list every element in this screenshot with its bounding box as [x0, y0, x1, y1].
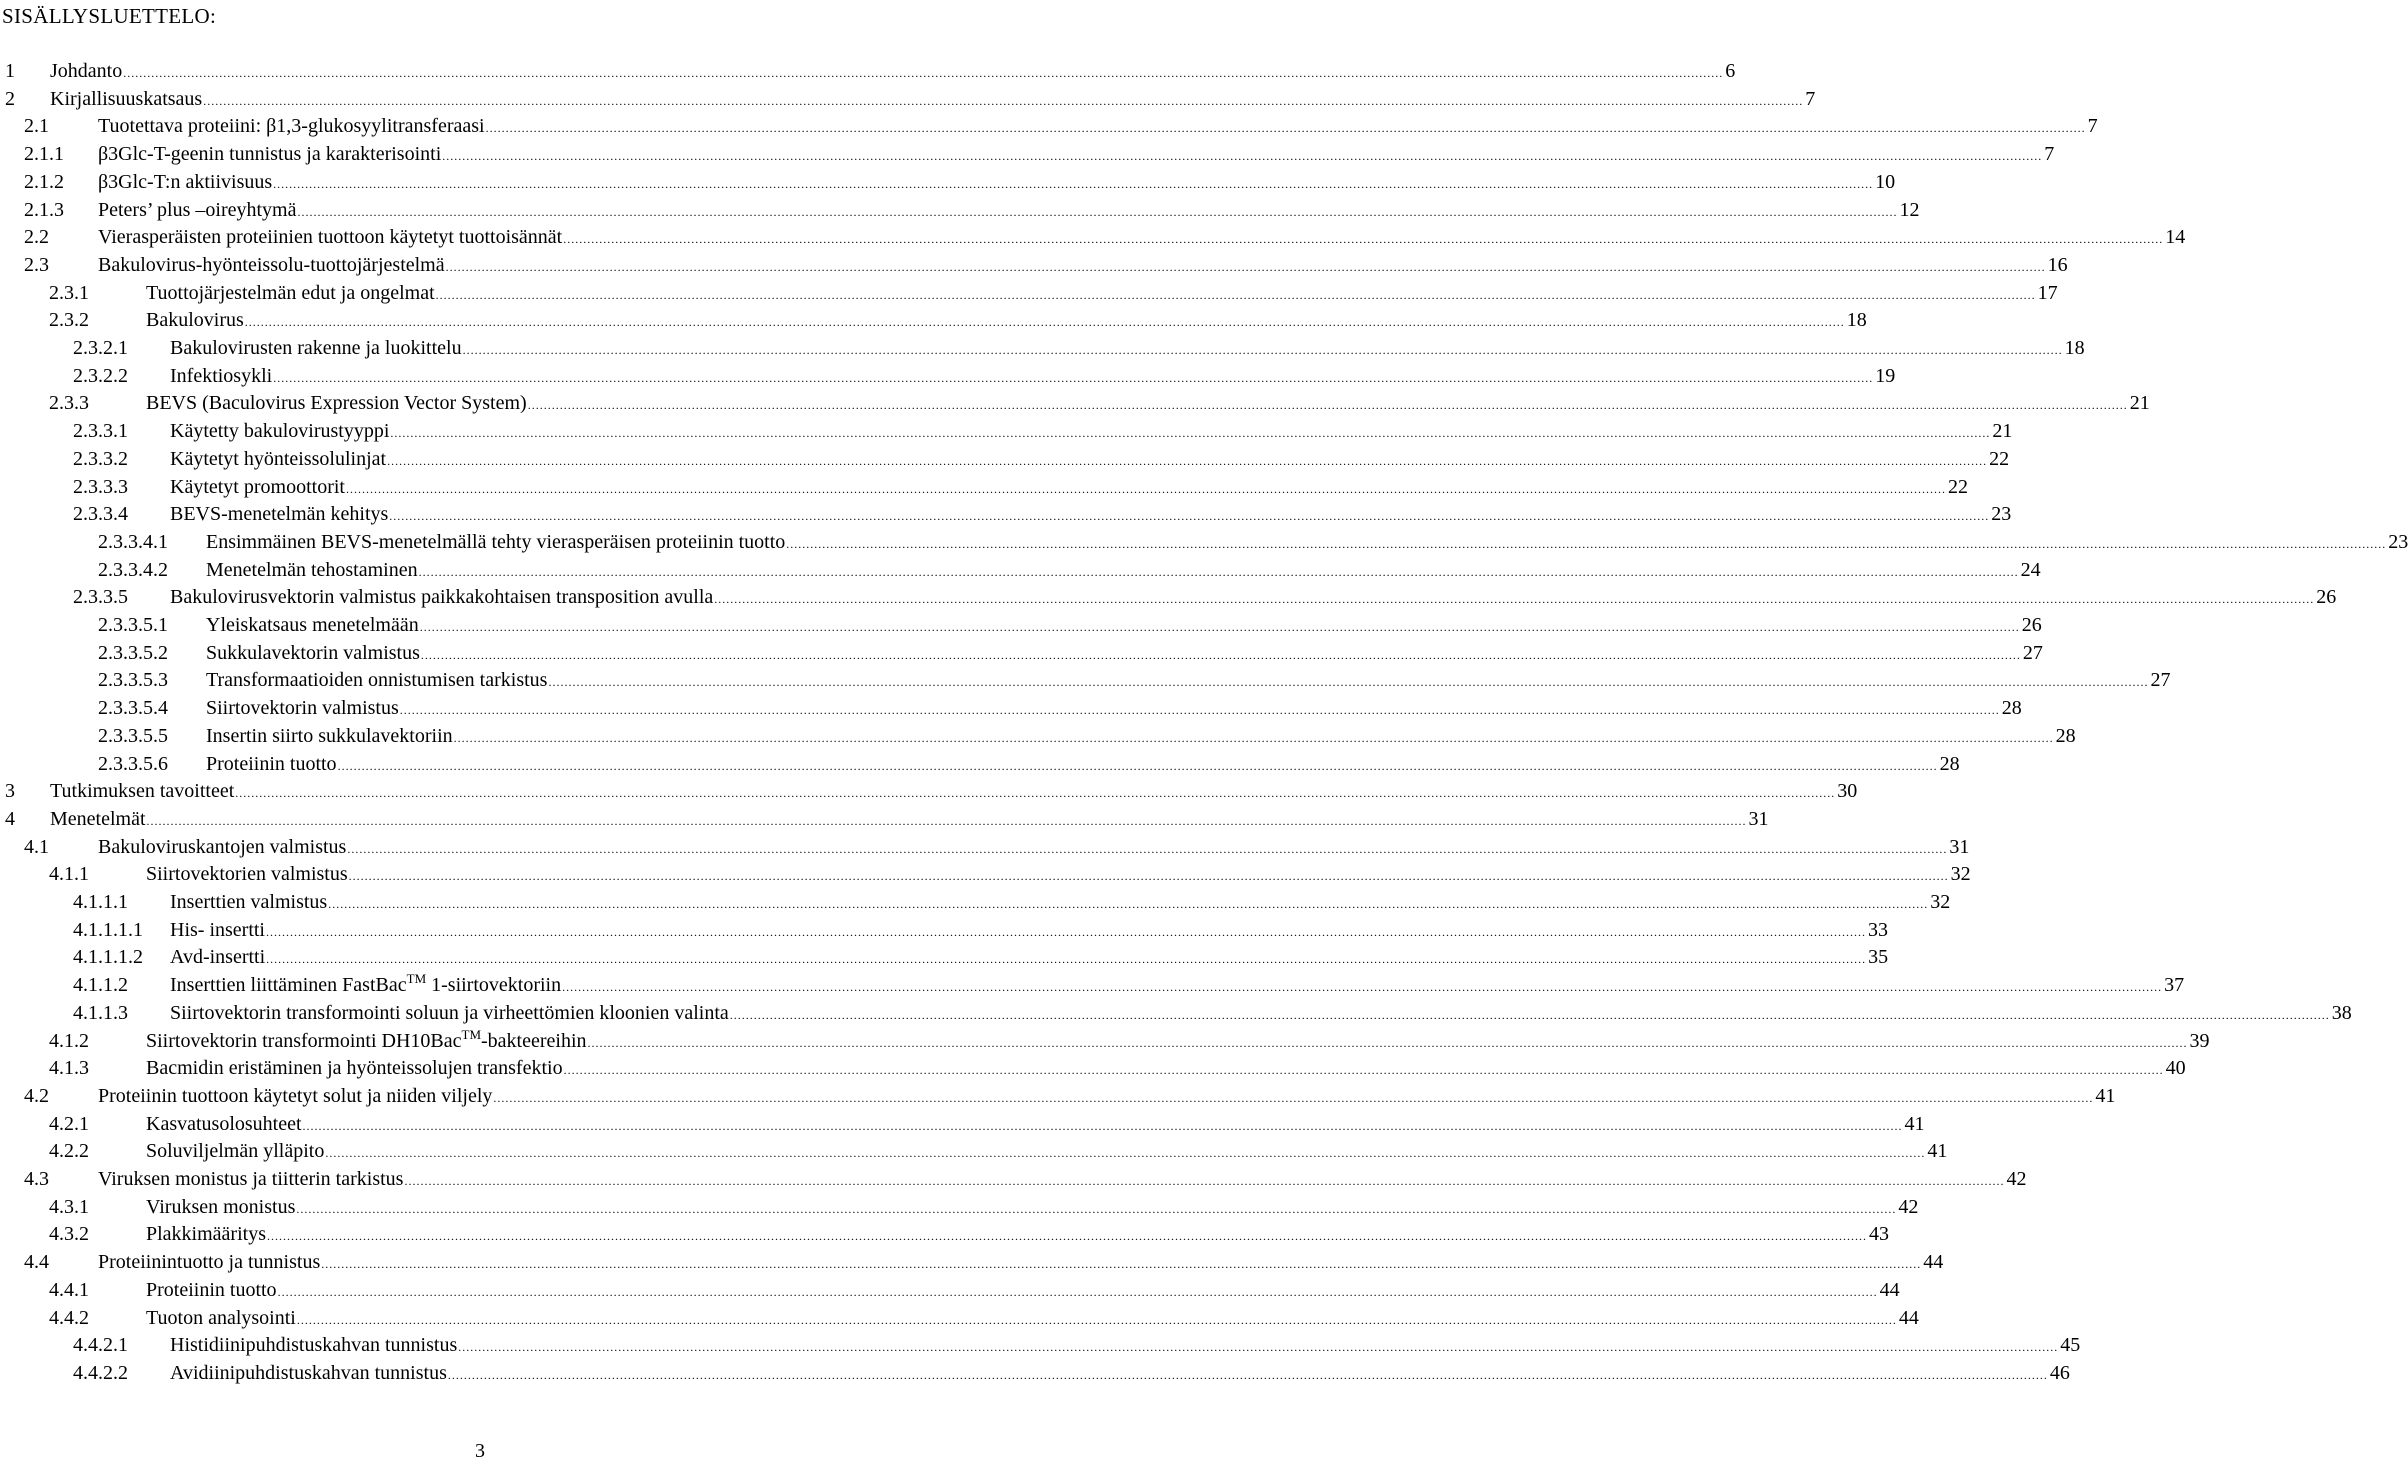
toc-entry-page: 35: [1868, 946, 1889, 969]
trademark-superscript: TM: [406, 971, 427, 987]
toc-entry-title: [170, 418, 389, 445]
toc-entry-number: 2.3.3.5: [73, 586, 128, 609]
toc-entry-title: [98, 169, 272, 196]
dot-leader: ................................................................................................................................................................................................................................................................................................................................................................................................................: [321, 1257, 1922, 1272]
toc-entry[interactable]: [0, 1305, 1919, 1332]
toc-entry[interactable]: [0, 307, 1867, 334]
toc-entry-title: [170, 363, 272, 390]
dot-leader: ................................................................................................................................................................................................................................................................................................................................................................................................................: [562, 980, 2163, 995]
toc-entry[interactable]: [0, 1055, 2186, 1082]
toc-entry-number: 2.3.2.1: [73, 337, 128, 359]
toc-entry[interactable]: [0, 557, 2041, 584]
dot-leader: ................................................................................................................................................................................................................................................................................................................................................................................................................: [447, 1367, 2048, 1382]
toc-entry[interactable]: [0, 224, 2186, 251]
toc-entry-title-text: Bacmidin eristäminen ja hyönteissolujen transfektio: [146, 1057, 563, 1080]
dot-leader: ................................................................................................................................................................................................................................................................................................................................................................................................................: [418, 564, 2019, 579]
toc-entry-number: 2.3.3.2: [73, 447, 128, 470]
toc-entry-page: 40: [2165, 1057, 2186, 1080]
toc-entry-title: [206, 557, 418, 584]
toc-entry[interactable]: [0, 1332, 2081, 1359]
toc-entry-page: 41: [1904, 1112, 1925, 1135]
toc-entry[interactable]: [0, 446, 2010, 473]
toc-entry-number: 2.3.3.5.6: [98, 752, 168, 775]
dot-leader: ................................................................................................................................................................................................................................................................................................................................................................................................................: [302, 1118, 1903, 1133]
toc-entry[interactable]: [0, 695, 2022, 722]
toc-entry-title: [50, 778, 234, 805]
toc-entry-title: [146, 1221, 266, 1248]
dot-leader: ................................................................................................................................................................................................................................................................................................................................................................................................................: [266, 952, 1867, 967]
toc-entry-page: 16: [2047, 253, 2068, 276]
dot-leader: ................................................................................................................................................................................................................................................................................................................................................................................................................: [337, 758, 1938, 773]
toc-entry-number: 2.3.3.5.5: [98, 724, 168, 747]
dot-leader: ................................................................................................................................................................................................................................................................................................................................................................................................................: [527, 398, 2128, 413]
dot-leader: ................................................................................................................................................................................................................................................................................................................................................................................................................: [729, 1007, 2330, 1022]
toc-entry-title: [206, 529, 785, 556]
toc-entry-number: 1: [5, 60, 15, 82]
toc-entry-page: 31: [1748, 807, 1769, 830]
toc-entry-title: [146, 390, 527, 417]
toc-entry-title-text: Tuoton analysointi: [146, 1306, 296, 1329]
toc-entry-number: 2.3.3.4: [73, 503, 128, 526]
toc-entry-title: [170, 1360, 447, 1387]
toc-entry-page: 41: [1927, 1140, 1948, 1163]
toc-entry-number: 4.1.1: [49, 863, 89, 886]
toc-entry-title: [146, 1194, 295, 1221]
toc-entry-number: 4.1.3: [49, 1057, 89, 1080]
toc-entry-title: [206, 640, 420, 667]
toc-entry-number: 2.3: [24, 253, 49, 276]
dot-leader: ................................................................................................................................................................................................................................................................................................................................................................................................................: [123, 66, 1724, 80]
toc-entry-title-text: Viruksen monistus ja tiitterin tarkistus: [98, 1168, 404, 1190]
toc-entry-title-text: Inserttien valmistus: [170, 891, 328, 913]
toc-entry-title-text: Proteiinin tuotto: [146, 1278, 277, 1301]
toc-entry-title: [170, 972, 561, 999]
toc-entry-title-text: Soluviljelmän ylläpito: [146, 1140, 325, 1163]
toc-entry[interactable]: [0, 1249, 1944, 1276]
dot-leader: ................................................................................................................................................................................................................................................................................................................................................................................................................: [420, 647, 2021, 662]
toc-entry[interactable]: [0, 889, 1951, 916]
dot-leader: ................................................................................................................................................................................................................................................................................................................................................................................................................: [296, 1312, 1897, 1327]
dot-leader: ................................................................................................................................................................................................................................................................................................................................................................................................................: [493, 1090, 2094, 1105]
toc-entry-title: [170, 446, 386, 473]
toc-entry-page: 18: [2064, 337, 2085, 359]
toc-entry[interactable]: [0, 834, 1970, 861]
dot-leader: ................................................................................................................................................................................................................................................................................................................................................................................................................: [348, 869, 1949, 884]
toc-entry[interactable]: [0, 1221, 1889, 1248]
dot-leader: ................................................................................................................................................................................................................................................................................................................................................................................................................: [389, 509, 1990, 524]
toc-entry-title: [206, 667, 547, 694]
toc-entry-page: 32: [1930, 891, 1951, 913]
dot-leader: ................................................................................................................................................................................................................................................................................................................................................................................................................: [203, 93, 1804, 108]
toc-entry-title-text: His- insertti: [170, 918, 265, 941]
dot-leader: ................................................................................................................................................................................................................................................................................................................................................................................................................: [786, 536, 2387, 551]
toc-entry-title-text: Infektiosykli: [170, 364, 273, 387]
toc-entry-page: 21: [2129, 392, 2150, 415]
toc-entry-title: [98, 197, 296, 224]
toc-entry-title-text: Kasvatusolosuhteet: [146, 1112, 302, 1135]
toc-entry-title-text: Proteiinintuotto ja tunnistus: [98, 1251, 321, 1274]
toc-entry-number: 4.1.1.2: [73, 974, 128, 997]
toc-entry-title-text: Peters’ plus –oireyhtymä: [98, 198, 297, 221]
toc-entry-number: 4.1.1.1: [73, 891, 128, 913]
toc-entry-title: [98, 224, 562, 251]
toc-entry-page: 22: [1947, 475, 1968, 498]
toc-entry[interactable]: [0, 1138, 1948, 1165]
toc-entry[interactable]: [0, 1360, 2070, 1387]
dot-leader: ................................................................................................................................................................................................................................................................................................................................................................................................................: [266, 1229, 1867, 1244]
toc-entry-number: 4.4.2.2: [73, 1361, 128, 1384]
dot-leader: ................................................................................................................................................................................................................................................................................................................................................................................................................: [462, 343, 2063, 357]
toc-entry[interactable]: [0, 474, 1968, 501]
toc-entry-page: 33: [1868, 918, 1888, 941]
toc-entry[interactable]: [0, 390, 2150, 417]
toc-entry-number: 4.3.2: [49, 1223, 89, 1246]
toc-entry-title-text: BEVS (Baculovirus Expression Vector System): [146, 392, 527, 415]
dot-leader: ................................................................................................................................................................................................................................................................................................................................................................................................................: [347, 841, 1948, 856]
dot-leader: ................................................................................................................................................................................................................................................................................................................................................................................................................: [485, 121, 2086, 136]
toc-entry-title-text: Sukkulavektorin valmistus: [206, 641, 420, 664]
toc-entry-page: 45: [2060, 1334, 2081, 1357]
toc-entry-title: [170, 889, 327, 916]
toc-entry-number: 4.3: [24, 1168, 49, 1190]
toc-entry-title-text: Käytetty bakulovirustyyppi: [170, 420, 390, 443]
toc-entry-page: 18: [1846, 309, 1867, 332]
toc-entry-page: 42: [1898, 1195, 1919, 1218]
dot-leader: ................................................................................................................................................................................................................................................................................................................................................................................................................: [714, 592, 2315, 607]
toc-entry[interactable]: [0, 169, 1896, 196]
toc-entry[interactable]: [0, 363, 1896, 390]
toc-entry[interactable]: [0, 335, 2085, 362]
toc-entry-title: [206, 723, 453, 750]
toc-entry-title: [98, 113, 485, 140]
dot-leader: ................................................................................................................................................................................................................................................................................................................................................................................................................: [399, 703, 2000, 718]
toc-entry-title: [170, 584, 713, 611]
dot-leader: ................................................................................................................................................................................................................................................................................................................................................................................................................: [453, 730, 2054, 745]
toc-entry-number: 4.2: [24, 1084, 49, 1107]
toc-entry-number: 4.1.1.1.1: [73, 918, 143, 941]
toc-entry[interactable]: [0, 1111, 1925, 1138]
toc-entry-title-text: Plakkimääritys: [146, 1223, 266, 1246]
toc-entry-number: 4.4: [24, 1251, 49, 1274]
toc-entry-title: [170, 474, 345, 501]
toc-entry-title: [170, 1332, 457, 1359]
dot-leader: ................................................................................................................................................................................................................................................................................................................................................................................................................: [296, 1201, 1897, 1216]
toc-entry-title-text: Kirjallisuuskatsaus: [50, 87, 203, 110]
toc-entry-title: [206, 751, 337, 778]
toc-entry-number: 4.1: [24, 835, 49, 858]
toc-entry-title-text: β3Glc-T:n aktiivisuus: [98, 170, 273, 193]
toc-entry-title-text: Bakulovirus-hyönteissolu-tuottojärjestelmä: [98, 253, 445, 276]
toc-entry-number: 2.3.1: [49, 281, 89, 304]
toc-entry-title: [98, 1083, 492, 1110]
dot-leader: ................................................................................................................................................................................................................................................................................................................................................................................................................: [345, 481, 1946, 496]
toc-entry-page: 6: [1725, 60, 1736, 82]
dot-leader: ................................................................................................................................................................................................................................................................................................................................................................................................................: [273, 370, 1874, 385]
dot-leader: ................................................................................................................................................................................................................................................................................................................................................................................................................: [146, 813, 1747, 828]
page-number: 3: [475, 1440, 485, 1462]
dot-leader: ................................................................................................................................................................................................................................................................................................................................................................................................................: [548, 675, 2149, 690]
toc-entry-number: 4: [5, 807, 15, 830]
dot-leader: ................................................................................................................................................................................................................................................................................................................................................................................................................: [587, 1035, 2188, 1050]
toc-entry-page: 14: [2165, 226, 2186, 249]
dot-leader: ................................................................................................................................................................................................................................................................................................................................................................................................................: [458, 1340, 2059, 1355]
toc-entry-title-text: Käytetyt promoottorit: [170, 475, 345, 498]
toc-entry-page: 28: [1939, 752, 1960, 775]
dot-leader: ................................................................................................................................................................................................................................................................................................................................................................................................................: [404, 1174, 2005, 1188]
toc-entry-page: 26: [2021, 614, 2042, 636]
toc-entry-title: [50, 58, 122, 85]
toc-entry[interactable]: [0, 113, 2098, 140]
toc-entry-title: [206, 695, 399, 722]
toc-entry-title-text: Siirtovektorin transformointi soluun ja virheettömien kloonien valinta: [170, 1001, 729, 1024]
toc-entry-number: 3: [5, 780, 15, 803]
toc-entry-title: [146, 1277, 277, 1304]
toc-entry-title-text: Tutkimuksen tavoitteet: [50, 780, 235, 803]
toc-entry-number: 2.3.3.5.1: [98, 614, 168, 636]
toc-entry-page: 26: [2316, 586, 2337, 609]
toc-entry-title: [170, 917, 265, 944]
toc-entry-page: 31: [1949, 835, 1970, 858]
toc-entry-number: 2.1.1: [24, 143, 64, 166]
toc-entry-title: [98, 141, 441, 168]
toc-entry-page: 43: [1868, 1223, 1889, 1246]
toc-entry-page: 44: [1898, 1306, 1919, 1329]
toc-entry-title: [170, 1000, 729, 1027]
toc-entry-title: [146, 1305, 296, 1332]
toc-entry-number: 4.1.2: [49, 1029, 89, 1052]
toc-entry[interactable]: [0, 1277, 1900, 1304]
toc-entry-number: 2: [5, 87, 15, 110]
toc-entry-page: 42: [2006, 1168, 2027, 1190]
toc-entry-number: 2.3.3: [49, 392, 89, 415]
toc-entry-title-text: Avd-insertti: [170, 946, 266, 969]
toc-entry-page: 37: [2164, 974, 2185, 997]
toc-entry-number: 2.3.3.4.2: [98, 558, 168, 581]
toc-entry[interactable]: [0, 751, 1960, 778]
toc-entry-title: [146, 1111, 302, 1138]
toc-entry-number: 2.3.3.4.1: [98, 530, 168, 553]
toc-entry[interactable]: [0, 1026, 2210, 1055]
toc-entry-title-text: Ensimmäinen BEVS-menetelmällä tehty vierasperäisen proteiinin tuotto: [206, 530, 786, 553]
toc-entry-number: 2.2: [24, 226, 49, 249]
toc-entry-title: [98, 252, 445, 279]
dot-leader: ................................................................................................................................................................................................................................................................................................................................................................................................................: [563, 232, 2164, 247]
toc-entry-page: 7: [2044, 143, 2055, 166]
toc-entry[interactable]: [0, 197, 1920, 224]
toc-entry-number: 2.3.3.1: [73, 420, 128, 443]
toc-entry-title-text: Siirtovektorien valmistus: [146, 863, 348, 886]
dot-leader: ................................................................................................................................................................................................................................................................................................................................................................................................................: [390, 426, 1991, 441]
toc-entry-title-text: Vierasperäisten proteiinien tuottoon käytetyt tuottoisännät: [98, 226, 563, 249]
toc-entry-page: 32: [1950, 863, 1971, 886]
trademark-superscript: TM: [461, 1026, 482, 1042]
toc-entry-title-text: Siirtovektorin valmistus: [206, 697, 399, 720]
toc-entry-title-suffix: -bakteereihin: [481, 1029, 587, 1052]
toc-entry-title: [98, 1249, 320, 1276]
dot-leader: ................................................................................................................................................................................................................................................................................................................................................................................................................: [328, 897, 1929, 911]
toc-entry-title-text: Avidiinipuhdistuskahvan tunnistus: [170, 1361, 447, 1384]
toc-entry-number: 2.1: [24, 115, 49, 138]
toc-entry-page: 41: [2095, 1084, 2116, 1107]
toc-entry-page: 17: [2037, 281, 2058, 304]
dot-leader: ................................................................................................................................................................................................................................................................................................................................................................................................................: [563, 1063, 2164, 1078]
toc-entry-page: 21: [1992, 420, 2013, 443]
toc-entry-number: 2.3.2.2: [73, 364, 128, 387]
toc-entry-number: 4.2.1: [49, 1112, 89, 1135]
dot-leader: ................................................................................................................................................................................................................................................................................................................................................................................................................: [273, 176, 1874, 191]
toc-entry-title-text: Tuotettava proteiini: β1,3-glukosyylitransferaasi: [98, 115, 485, 138]
toc-entry-title-text: Menetelmän tehostaminen: [206, 558, 418, 581]
toc-entry-title-text: Transformaatioiden onnistumisen tarkistus: [206, 669, 548, 692]
toc-entry-page: 23: [1991, 503, 2012, 526]
dot-leader: ................................................................................................................................................................................................................................................................................................................................................................................................................: [297, 204, 1898, 219]
toc-entry[interactable]: [0, 723, 2076, 750]
toc-entry-page: 12: [1899, 198, 1920, 221]
toc-entry[interactable]: [0, 280, 2058, 307]
toc-entry-page: 44: [1923, 1251, 1944, 1274]
toc-entry-title: [146, 1028, 587, 1055]
dot-leader: ................................................................................................................................................................................................................................................................................................................................................................................................................: [325, 1146, 1926, 1161]
toc-entry-number: 4.1.1.3: [73, 1001, 128, 1024]
dot-leader: ................................................................................................................................................................................................................................................................................................................................................................................................................: [445, 259, 2046, 274]
toc-entry-page: 30: [1837, 780, 1858, 803]
toc-entry-number: 4.4.1: [49, 1278, 89, 1301]
toc-entry-page: 24: [2020, 558, 2041, 581]
toc-entry-title-text: Bakulovirusten rakenne ja luokittelu: [170, 337, 462, 359]
toc-entry-page: 23: [2388, 530, 2408, 553]
toc-entry[interactable]: [0, 1083, 2116, 1110]
toc-entry-page: 7: [2087, 115, 2098, 138]
toc-entry-title: [206, 612, 419, 639]
toc-heading: SISÄLLYSLUETTELO:: [2, 4, 217, 28]
toc-entry-page: 44: [1879, 1278, 1900, 1301]
toc-entry-title-text: Menetelmät: [50, 807, 146, 830]
toc-entry-number: 2.3.3.3: [73, 475, 128, 498]
toc-entry-page: 38: [2331, 1001, 2352, 1024]
toc-entry-title-text: Proteiinin tuottoon käytetyt solut ja niiden viljely: [98, 1084, 493, 1107]
toc-entry[interactable]: [0, 529, 2408, 556]
toc-entry-title-text: Bakuloviruskantojen valmistus: [98, 835, 347, 858]
toc-entry-title-text: Proteiinin tuotto: [206, 752, 337, 775]
toc-entry-title-suffix: 1-siirtovektoriin: [426, 974, 562, 997]
toc-entry-page: 28: [2001, 697, 2022, 720]
toc-entry-title-text: Histidiinipuhdistuskahvan tunnistus: [170, 1334, 458, 1357]
dot-leader: ................................................................................................................................................................................................................................................................................................................................................................................................................: [277, 1284, 1878, 1299]
toc-entry-number: 2.3.3.5.3: [98, 669, 168, 692]
dot-leader: ................................................................................................................................................................................................................................................................................................................................................................................................................: [235, 786, 1836, 801]
toc-entry-page: 27: [2150, 669, 2171, 692]
toc-entry-page: 19: [1875, 364, 1896, 387]
toc-entry-title: [170, 335, 462, 362]
toc-entry-title-text: Johdanto: [50, 60, 123, 82]
dot-leader: ................................................................................................................................................................................................................................................................................................................................................................................................................: [244, 315, 1845, 330]
toc-entry-title-text: BEVS-menetelmän kehitys: [170, 503, 389, 526]
toc-entry[interactable]: [0, 141, 2055, 168]
toc-entry-title: [98, 1166, 403, 1193]
toc-entry[interactable]: [0, 861, 1971, 888]
toc-entry[interactable]: [0, 58, 1736, 85]
dot-leader: ................................................................................................................................................................................................................................................................................................................................................................................................................: [266, 924, 1866, 939]
toc-entry-number: 2.3.3.5.2: [98, 641, 168, 664]
toc-entry-number: 2.3.2: [49, 309, 89, 332]
toc-entry-page: 39: [2189, 1029, 2210, 1052]
toc-entry-title-text: Bakulovirusvektorin valmistus paikkakohtaisen transposition avulla: [170, 586, 714, 609]
toc-entry[interactable]: [0, 640, 2043, 667]
toc-entry-page: 22: [1989, 447, 2010, 470]
toc-entry-title: [146, 1138, 324, 1165]
dot-leader: ................................................................................................................................................................................................................................................................................................................................................................................................................: [387, 453, 1988, 468]
toc-entry-title-text: Bakulovirus: [146, 309, 244, 332]
toc-entry-page: 7: [1805, 87, 1816, 110]
toc-entry-title-text: Yleiskatsaus menetelmään: [206, 614, 419, 636]
toc-entry-title: [146, 1055, 563, 1082]
toc-entry-page: 27: [2022, 641, 2043, 664]
toc-entry-number: 2.3.3.5.4: [98, 697, 168, 720]
toc-entry-title-text: Käytetyt hyönteissolulinjat: [170, 447, 387, 470]
toc-entry-title: [146, 280, 435, 307]
toc-entry-title: [170, 501, 388, 528]
toc-entry[interactable]: [0, 1000, 2352, 1027]
toc-entry[interactable]: [0, 1194, 1919, 1221]
toc-entry-title: [146, 307, 244, 334]
toc-entry-number: 4.3.1: [49, 1195, 89, 1218]
toc-entry-page: 28: [2055, 724, 2076, 747]
dot-leader: ................................................................................................................................................................................................................................................................................................................................................................................................................: [435, 287, 2036, 302]
toc-entry-number: 4.4.2.1: [73, 1334, 128, 1357]
toc-entry-title-text: Siirtovektorin transformointi DH10Bac: [146, 1029, 462, 1052]
toc-entry-title: [98, 834, 346, 861]
toc-entry[interactable]: [0, 778, 1858, 805]
toc-entry[interactable]: [0, 917, 1888, 944]
toc-entry[interactable]: [0, 501, 2012, 528]
toc-entry-page: 46: [2049, 1361, 2070, 1384]
toc-entry[interactable]: [0, 1166, 2027, 1193]
toc-entry[interactable]: [0, 612, 2042, 639]
toc-entry-number: 2.1.2: [24, 170, 64, 193]
toc-entry[interactable]: [0, 252, 2068, 279]
dot-leader: ................................................................................................................................................................................................................................................................................................................................................................................................................: [442, 149, 2043, 164]
toc-entry[interactable]: [0, 418, 2013, 445]
toc-entry-page: 10: [1875, 170, 1896, 193]
toc-entry-number: 4.1.1.1.2: [73, 946, 143, 969]
toc-entry-title-text: Viruksen monistus: [146, 1195, 296, 1218]
toc-entry-title: [170, 944, 265, 971]
toc-entry-title: [50, 806, 146, 833]
toc-entry[interactable]: [0, 806, 1769, 833]
toc-entry-number: 4.4.2: [49, 1306, 89, 1329]
toc-entry[interactable]: [0, 86, 1816, 113]
toc-entry-title-text: β3Glc-T-geenin tunnistus ja karakterisointi: [98, 143, 442, 166]
toc-entry[interactable]: [0, 971, 2185, 999]
toc-entry-title-text: Tuottojärjestelmän edut ja ongelmat: [146, 281, 435, 304]
toc-entry-number: 4.2.2: [49, 1140, 89, 1163]
toc-entry-title: [50, 86, 202, 113]
toc-entry-title: [146, 861, 348, 888]
toc-entry[interactable]: [0, 667, 2171, 694]
toc-entry-title-text: Insertin siirto sukkulavektoriin: [206, 724, 453, 747]
toc-entry[interactable]: [0, 584, 2337, 611]
toc-entry-number: 2.1.3: [24, 198, 64, 221]
toc-entry[interactable]: [0, 944, 1889, 971]
dot-leader: ................................................................................................................................................................................................................................................................................................................................................................................................................: [419, 620, 2020, 634]
toc-entry-title-text: Inserttien liittäminen FastBac: [170, 974, 407, 997]
